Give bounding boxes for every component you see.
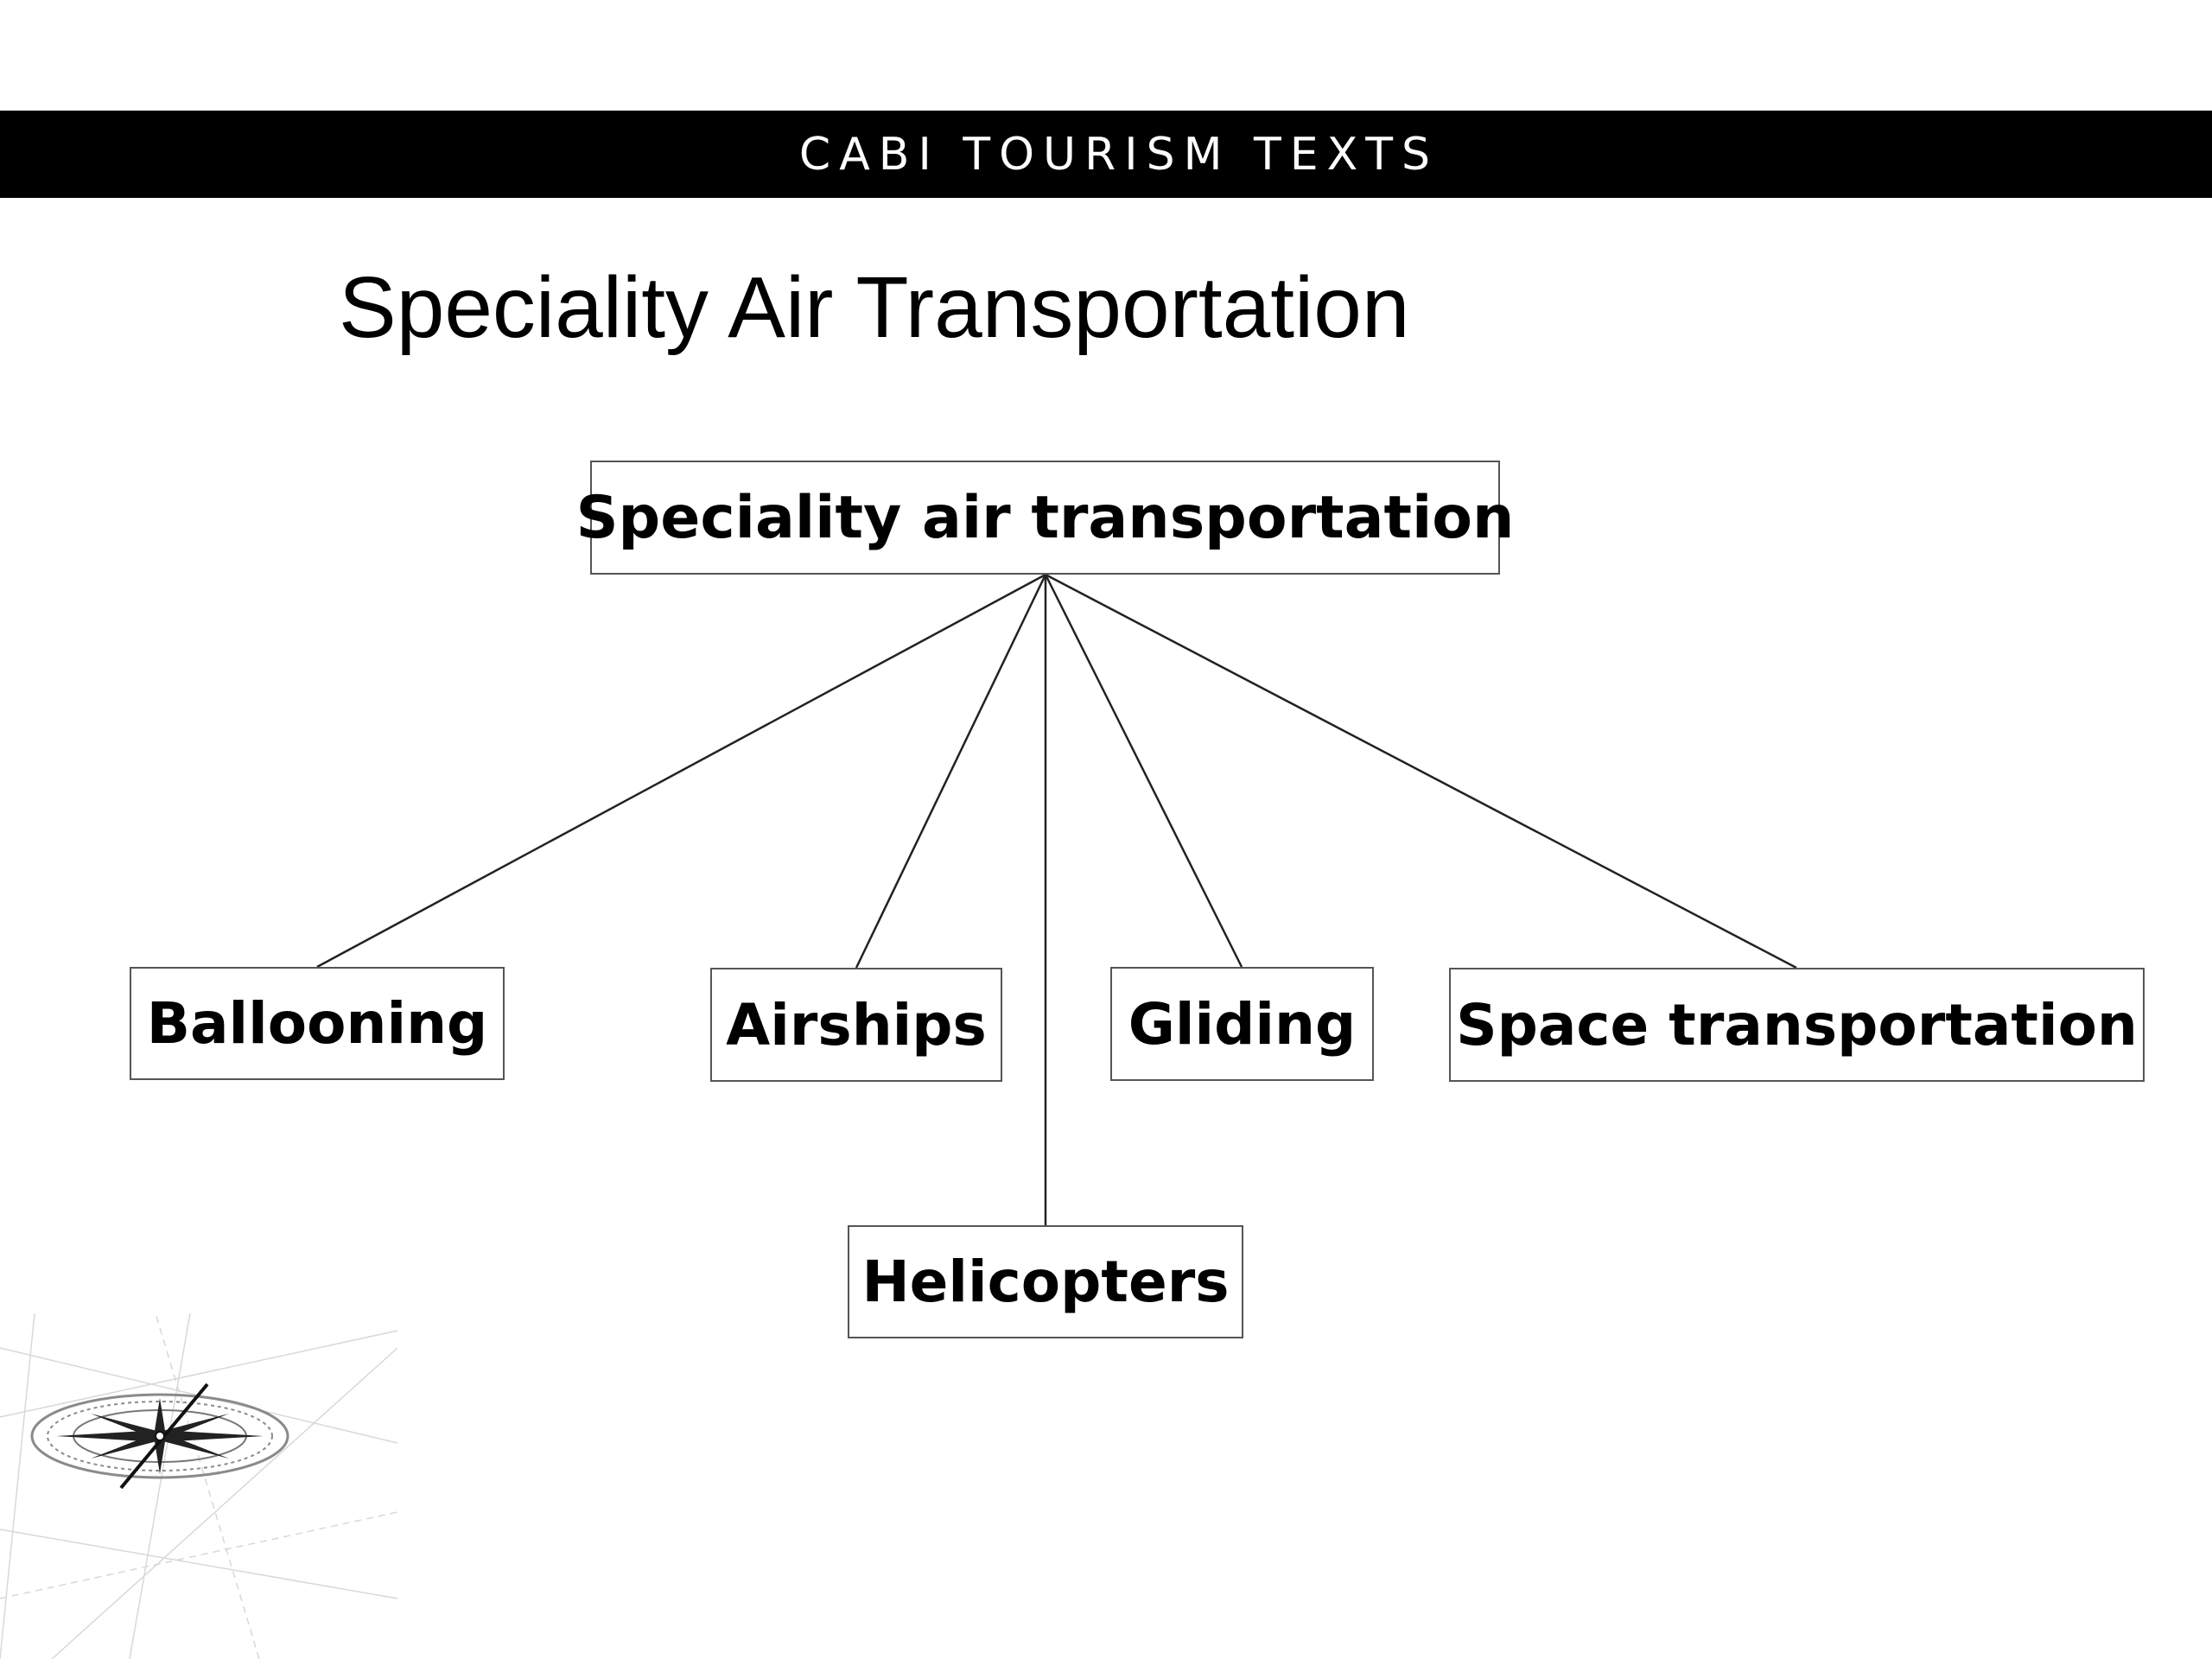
connector-airships <box>856 575 1046 968</box>
node-speciality-air-transportation: Speciality air transportation <box>590 461 1500 575</box>
node-ballooning: Ballooning <box>130 967 505 1080</box>
slide-title: Speciality Air Transportation <box>339 259 1410 356</box>
node-gliding: Gliding <box>1110 967 1374 1081</box>
connector-gliding <box>1046 575 1242 967</box>
banner-title: CABI TOURISM TEXTS <box>798 128 1440 181</box>
node-space-transportation: Space transportation <box>1449 968 2145 1082</box>
compass-rose-icon <box>0 1313 397 1659</box>
node-helicopters: Helicopters <box>848 1225 1243 1338</box>
connector-ballooning <box>317 575 1046 967</box>
node-airships: Airships <box>710 968 1002 1082</box>
connector-space <box>1046 575 1796 968</box>
